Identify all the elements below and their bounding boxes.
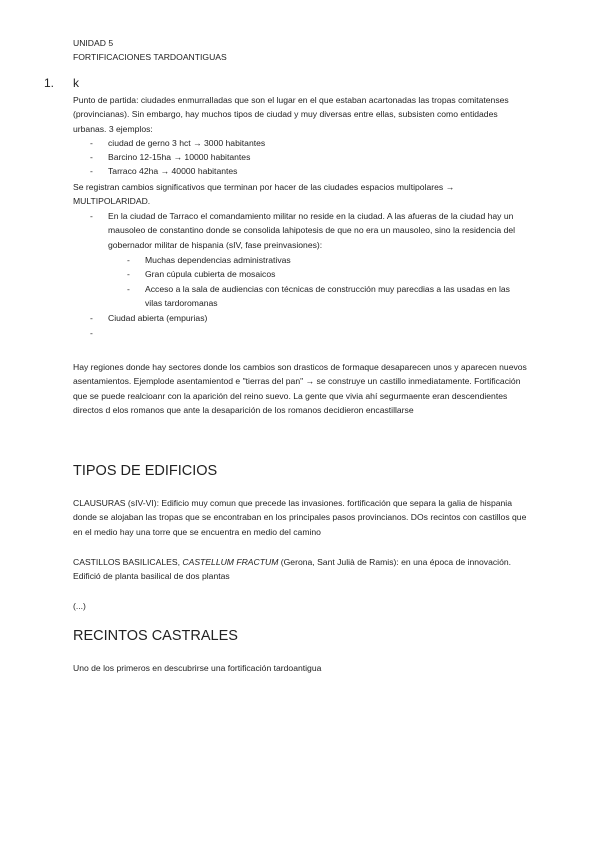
sub-list-item: Gran cúpula cubierta de mosaicos [145,269,276,279]
bullet-dash: - [127,255,130,265]
castillos-suffix: (Gerona, Sant Julià de Ramis): en una época de innovación. Edifició de planta basilical de dos plantas [73,557,512,582]
list-title: k [73,76,79,90]
intro-paragraph: Punto de partida: ciudades enmurralladas que son el lugar en el que estaban acartonadas las tropas comitatenses (provincianas). Sin embargo, hay muchos tipos de ciudad y muy diversas entre ellas, subsisten como entidades urbanas. 3 ejemplos: [73,95,509,134]
regions-paragraph: Hay regiones donde hay sectores donde los cambios son drasticos de formaque desaparecen unos y aparecen nuevos asentamientos. Ejemplode asentamientod e "tierras del pan" → se construye un castillo inmediatamente. Fortificación que se puede realcioanr con la aparición del reino suevo. La gente que vivia ahí segurmaente eran descendientes directos d elos romanos que ante la desaparición de los romanos decidieron encastillarse [73,362,527,416]
castillos-prefix: CASTILLOS BASILICALES, [73,557,183,567]
section-heading-recintos: RECINTOS CASTRALES [73,628,238,644]
bullet-dash: - [90,313,93,323]
bullet-dash: - [90,138,93,148]
ellipsis-text: (...) [73,601,86,611]
castillos-italic: CASTELLUM FRACTUM [182,557,279,567]
section-heading-tipos: TIPOS DE EDIFICIOS [73,463,218,479]
unit-label: UNIDAD 5 [73,38,114,48]
bullet-dash: - [127,284,130,294]
list-item-open-city: Ciudad abierta (empurias) [108,313,208,323]
list-number: 1. [44,76,55,90]
list-item-tarraco: En la ciudad de Tarraco el comandamiento militar no reside en la ciudad. A las afueras de la ciudad hay un mausoleo de constantino donde se consolida lahipotesis de que no era un mausoleo, sino la residencia del gobernador militar de hispania (sIV, fase preinvasiones): [108,211,516,250]
clausuras-paragraph: CLAUSURAS (sIV-VI): Edificio muy comun que precede las invasiones. fortificación que separa la galia de hispania donde se alojaban las tropas que se encontraban en los principales pasos provincianos. DOs recintos con castillos que en el medio hay una torre que se encuentra en medio del camino [73,498,527,537]
recintos-paragraph: Uno de los primeros en descubrirse una fortificación tardoantigua [73,663,322,673]
bullet-dash: - [90,166,93,176]
bullet-dash: - [127,269,130,279]
bullet-dash: - [90,211,93,221]
document-title: FORTIFICACIONES TARDOANTIGUAS [73,52,227,62]
bullet-dash: - [90,152,93,162]
list-item: Barcino 12-15ha → 10000 habitantes [108,152,251,162]
sub-list-item: Acceso a la sala de audiencias con técnicas de construcción muy parecdias a las usadas en las vilas tardoromanas [145,284,510,309]
sub-list-item: Muchas dependencias administrativas [145,255,291,265]
bullet-dash: - [90,328,93,338]
changes-paragraph: Se registran cambios significativos que terminan por hacer de las ciudades espacios multipolares → MULTIPOLARIDAD. [73,182,455,207]
list-item: Tarraco 42ha → 40000 habitantes [108,166,238,176]
list-item: ciudad de gerno 3 hct → 3000 habitantes [108,138,266,148]
castillos-paragraph [73,555,528,584]
